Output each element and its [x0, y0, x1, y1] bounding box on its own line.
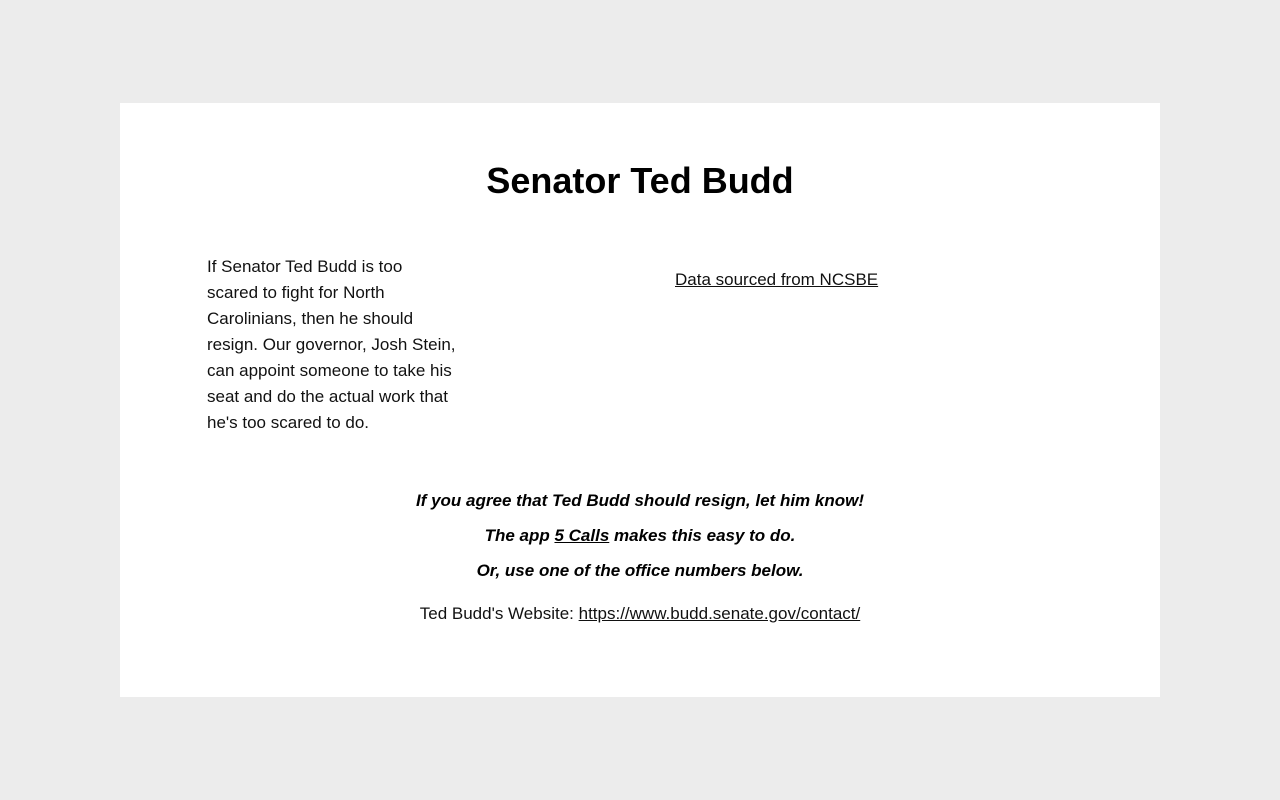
data-source-link[interactable]: Data sourced from NCSBE	[675, 270, 879, 289]
cta-line-app	[0, 525, 1280, 547]
page-title: Senator Ted Budd	[486, 160, 794, 201]
cta-app-prefix: The app	[484, 526, 555, 545]
cta-line-office-numbers: Or, use one of the office numbers below.	[476, 561, 804, 580]
five-calls-link[interactable]: 5 Calls	[554, 526, 610, 545]
resign-blurb: If Senator Ted Budd is too scared to fight for North Carolinians, then he should resign. Our governor, Josh Stein, can appoint someone to take his seat and do the actual work that he's too scared to do.	[207, 257, 456, 432]
website-label: Ted Budd's Website:	[419, 604, 579, 623]
website-line	[0, 603, 1280, 625]
cta-app-suffix: makes this easy to do.	[609, 526, 796, 545]
cta-line-agree: If you agree that Ted Budd should resign, let him know!	[415, 491, 864, 510]
website-link[interactable]: https://www.budd.senate.gov/contact/	[578, 604, 861, 623]
